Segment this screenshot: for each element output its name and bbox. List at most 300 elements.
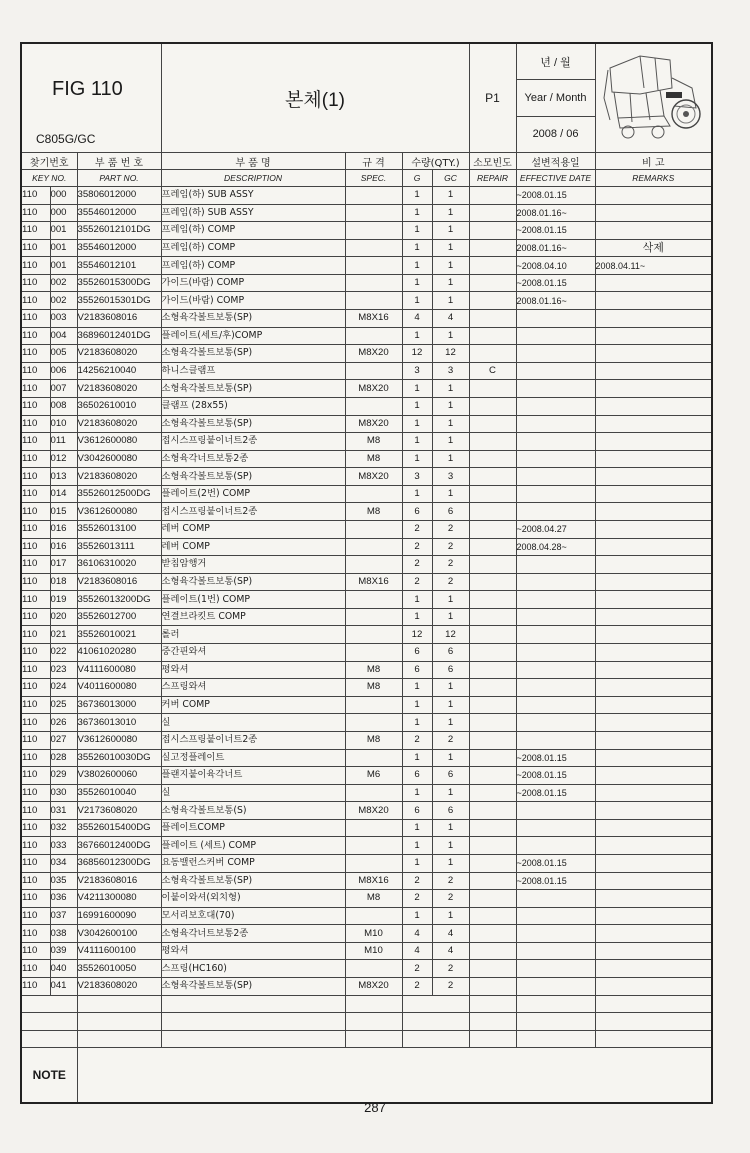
key-prefix-cell: 110 bbox=[21, 485, 50, 503]
spec-cell bbox=[345, 626, 402, 644]
key-prefix-cell: 110 bbox=[21, 749, 50, 767]
description-cell: 프레임(하) COMP bbox=[161, 257, 345, 275]
qty-g-cell: 1 bbox=[402, 696, 432, 714]
description-cell: 플레이트(세트/후)COMP bbox=[161, 327, 345, 345]
description-cell: 소형육각볼트보통(SP) bbox=[161, 310, 345, 328]
spec-cell: M8 bbox=[345, 731, 402, 749]
description-cell: 모서리보호대(70) bbox=[161, 907, 345, 925]
col-eff-en: EFFECTIVE DATE bbox=[516, 170, 595, 187]
key-prefix-cell: 110 bbox=[21, 837, 50, 855]
table-row bbox=[21, 942, 712, 960]
table-row bbox=[21, 556, 712, 574]
blank-cell bbox=[21, 1013, 77, 1031]
key-prefix-cell: 110 bbox=[21, 274, 50, 292]
remarks-cell: 2008.04.11~ bbox=[595, 257, 712, 275]
effective-date-cell: 2008.04.28~ bbox=[516, 538, 595, 556]
qty-g-cell: 2 bbox=[402, 556, 432, 574]
col-rem-en: REMARKS bbox=[595, 170, 712, 187]
description-cell: 가이드(바람) COMP bbox=[161, 292, 345, 310]
key-prefix-cell: 110 bbox=[21, 925, 50, 943]
table-row bbox=[21, 608, 712, 626]
table-row bbox=[21, 573, 712, 591]
spec-cell bbox=[345, 837, 402, 855]
qty-g-cell: 1 bbox=[402, 854, 432, 872]
key-number-cell: 016 bbox=[50, 538, 77, 556]
qty-gc-cell: 6 bbox=[432, 644, 469, 662]
key-prefix-cell: 110 bbox=[21, 468, 50, 486]
spec-cell bbox=[345, 749, 402, 767]
spec-cell: M8X20 bbox=[345, 415, 402, 433]
blank-cell bbox=[595, 995, 712, 1013]
key-prefix-cell: 110 bbox=[21, 292, 50, 310]
blank-row bbox=[21, 995, 712, 1013]
effective-date-cell: ~2008.01.15 bbox=[516, 222, 595, 240]
qty-gc-cell: 6 bbox=[432, 661, 469, 679]
qty-g-cell: 2 bbox=[402, 520, 432, 538]
remarks-cell bbox=[595, 608, 712, 626]
blank-cell bbox=[345, 1030, 402, 1048]
qty-gc-cell: 1 bbox=[432, 696, 469, 714]
spec-cell: M8X20 bbox=[345, 468, 402, 486]
remarks-cell bbox=[595, 468, 712, 486]
effective-date-cell bbox=[516, 433, 595, 451]
spec-cell: M8X16 bbox=[345, 573, 402, 591]
table-row bbox=[21, 327, 712, 345]
qty-g-cell: 3 bbox=[402, 362, 432, 380]
spec-cell: M8X20 bbox=[345, 978, 402, 996]
description-cell: 프레임(하) SUB ASSY bbox=[161, 187, 345, 205]
repair-cell bbox=[469, 187, 516, 205]
spec-cell: M8X16 bbox=[345, 310, 402, 328]
part-number-cell: 35526013111 bbox=[77, 538, 161, 556]
table-row bbox=[21, 661, 712, 679]
qty-gc-cell: 12 bbox=[432, 626, 469, 644]
qty-gc-cell: 1 bbox=[432, 433, 469, 451]
description-cell: 받침암행거 bbox=[161, 556, 345, 574]
part-number-cell: 35526012500DG bbox=[77, 485, 161, 503]
description-cell: 평와셔 bbox=[161, 942, 345, 960]
effective-date-cell: ~2008.01.15 bbox=[516, 854, 595, 872]
table-row bbox=[21, 854, 712, 872]
repair-cell bbox=[469, 890, 516, 908]
spec-cell: M6 bbox=[345, 767, 402, 785]
key-number-cell: 011 bbox=[50, 433, 77, 451]
key-prefix-cell: 110 bbox=[21, 626, 50, 644]
repair-cell bbox=[469, 696, 516, 714]
col-repair-kr: 소모빈도 bbox=[469, 153, 516, 170]
part-number-cell: V2183608020 bbox=[77, 978, 161, 996]
part-number-cell: V3612600080 bbox=[77, 731, 161, 749]
key-number-cell: 023 bbox=[50, 661, 77, 679]
qty-gc-cell: 6 bbox=[432, 802, 469, 820]
table-row bbox=[21, 714, 712, 732]
qty-g-cell: 1 bbox=[402, 450, 432, 468]
table-row bbox=[21, 503, 712, 521]
effective-date-cell bbox=[516, 327, 595, 345]
part-number-cell: 35526010050 bbox=[77, 960, 161, 978]
blank-cell bbox=[516, 995, 595, 1013]
remarks-cell bbox=[595, 222, 712, 240]
part-number-cell: V2183608020 bbox=[77, 345, 161, 363]
part-number-cell: V3042600080 bbox=[77, 450, 161, 468]
repair-cell bbox=[469, 626, 516, 644]
spec-cell bbox=[345, 960, 402, 978]
key-number-cell: 030 bbox=[50, 784, 77, 802]
key-number-cell: 026 bbox=[50, 714, 77, 732]
spec-cell bbox=[345, 485, 402, 503]
spec-cell bbox=[345, 714, 402, 732]
column-header-kr bbox=[21, 153, 712, 170]
spec-cell: M8X20 bbox=[345, 380, 402, 398]
key-number-cell: 032 bbox=[50, 819, 77, 837]
table-row bbox=[21, 767, 712, 785]
qty-g-cell: 1 bbox=[402, 837, 432, 855]
key-number-cell: 000 bbox=[50, 204, 77, 222]
key-prefix-cell: 110 bbox=[21, 696, 50, 714]
description-cell: 소형육각너트보통2종 bbox=[161, 450, 345, 468]
key-prefix-cell: 110 bbox=[21, 187, 50, 205]
qty-g-cell: 2 bbox=[402, 538, 432, 556]
qty-gc-cell: 1 bbox=[432, 450, 469, 468]
blank-cell bbox=[77, 995, 161, 1013]
qty-g-cell: 1 bbox=[402, 292, 432, 310]
key-prefix-cell: 110 bbox=[21, 327, 50, 345]
description-cell: 가이드(바람) COMP bbox=[161, 274, 345, 292]
remarks-cell bbox=[595, 749, 712, 767]
col-eff-kr: 설변적용일 bbox=[516, 153, 595, 170]
key-number-cell: 027 bbox=[50, 731, 77, 749]
key-prefix-cell: 110 bbox=[21, 731, 50, 749]
part-number-cell: V2183608016 bbox=[77, 872, 161, 890]
part-number-cell: 35526010040 bbox=[77, 784, 161, 802]
table-row bbox=[21, 292, 712, 310]
spec-cell bbox=[345, 222, 402, 240]
effective-date-cell bbox=[516, 978, 595, 996]
key-prefix-cell: 110 bbox=[21, 608, 50, 626]
remarks-cell bbox=[595, 362, 712, 380]
key-number-cell: 007 bbox=[50, 380, 77, 398]
qty-g-cell: 1 bbox=[402, 714, 432, 732]
table-row bbox=[21, 204, 712, 222]
description-cell: 요동밸런스커버 COMP bbox=[161, 854, 345, 872]
qty-gc-cell: 1 bbox=[432, 239, 469, 257]
qty-gc-cell: 1 bbox=[432, 679, 469, 697]
table-row bbox=[21, 907, 712, 925]
description-cell: 소형육각볼트보통(SP) bbox=[161, 468, 345, 486]
spec-cell bbox=[345, 608, 402, 626]
qty-gc-cell: 2 bbox=[432, 731, 469, 749]
repair-cell bbox=[469, 397, 516, 415]
table-row bbox=[21, 538, 712, 556]
blank-cell bbox=[77, 1030, 161, 1048]
qty-g-cell: 1 bbox=[402, 819, 432, 837]
key-prefix-cell: 110 bbox=[21, 978, 50, 996]
qty-gc-cell: 1 bbox=[432, 714, 469, 732]
part-number-cell: V4211300080 bbox=[77, 890, 161, 908]
key-prefix-cell: 110 bbox=[21, 784, 50, 802]
key-prefix-cell: 110 bbox=[21, 573, 50, 591]
spec-cell: M10 bbox=[345, 942, 402, 960]
key-prefix-cell: 110 bbox=[21, 907, 50, 925]
key-prefix-cell: 110 bbox=[21, 380, 50, 398]
part-number-cell: V3612600080 bbox=[77, 503, 161, 521]
key-prefix-cell: 110 bbox=[21, 310, 50, 328]
table-row bbox=[21, 415, 712, 433]
table-row bbox=[21, 819, 712, 837]
qty-gc-cell: 1 bbox=[432, 380, 469, 398]
qty-g-cell: 1 bbox=[402, 397, 432, 415]
part-number-cell: 35546012000 bbox=[77, 204, 161, 222]
qty-g-cell: 2 bbox=[402, 978, 432, 996]
effective-date-cell bbox=[516, 907, 595, 925]
description-cell: 소형육각너트보통2종 bbox=[161, 925, 345, 943]
effective-date-cell: ~2008.01.15 bbox=[516, 872, 595, 890]
table-row bbox=[21, 274, 712, 292]
qty-g-cell: 4 bbox=[402, 942, 432, 960]
remarks-cell bbox=[595, 960, 712, 978]
qty-gc-cell: 2 bbox=[432, 872, 469, 890]
key-prefix-cell: 110 bbox=[21, 819, 50, 837]
repair-cell bbox=[469, 907, 516, 925]
part-number-cell: 36766012400DG bbox=[77, 837, 161, 855]
key-prefix-cell: 110 bbox=[21, 257, 50, 275]
repair-cell bbox=[469, 731, 516, 749]
qty-gc-cell: 2 bbox=[432, 573, 469, 591]
table-row bbox=[21, 450, 712, 468]
spec-cell bbox=[345, 696, 402, 714]
qty-g-cell: 6 bbox=[402, 767, 432, 785]
qty-gc-cell: 4 bbox=[432, 942, 469, 960]
qty-g-cell: 12 bbox=[402, 626, 432, 644]
repair-cell bbox=[469, 925, 516, 943]
qty-gc-cell: 4 bbox=[432, 925, 469, 943]
repair-cell bbox=[469, 819, 516, 837]
key-prefix-cell: 110 bbox=[21, 679, 50, 697]
table-row bbox=[21, 222, 712, 240]
part-number-cell: 35546012000 bbox=[77, 239, 161, 257]
header-row bbox=[21, 43, 712, 153]
qty-g-cell: 1 bbox=[402, 433, 432, 451]
remarks-cell bbox=[595, 274, 712, 292]
effective-date-cell bbox=[516, 837, 595, 855]
remarks-cell bbox=[595, 767, 712, 785]
key-prefix-cell: 110 bbox=[21, 415, 50, 433]
qty-g-cell: 1 bbox=[402, 608, 432, 626]
col-key-kr: 찾기번호 bbox=[21, 153, 77, 170]
qty-gc-cell: 1 bbox=[432, 257, 469, 275]
qty-g-cell: 12 bbox=[402, 345, 432, 363]
repair-cell bbox=[469, 837, 516, 855]
repair-cell bbox=[469, 380, 516, 398]
repair-cell bbox=[469, 978, 516, 996]
key-prefix-cell: 110 bbox=[21, 520, 50, 538]
key-number-cell: 031 bbox=[50, 802, 77, 820]
qty-gc-cell: 6 bbox=[432, 767, 469, 785]
qty-g-cell: 1 bbox=[402, 749, 432, 767]
qty-gc-cell: 1 bbox=[432, 415, 469, 433]
remarks-cell bbox=[595, 556, 712, 574]
table-row bbox=[21, 679, 712, 697]
qty-gc-cell: 12 bbox=[432, 345, 469, 363]
repair-cell bbox=[469, 661, 516, 679]
qty-g-cell: 1 bbox=[402, 784, 432, 802]
repair-cell bbox=[469, 204, 516, 222]
table-row bbox=[21, 644, 712, 662]
effective-date-cell bbox=[516, 573, 595, 591]
effective-date-cell bbox=[516, 415, 595, 433]
key-number-cell: 001 bbox=[50, 239, 77, 257]
part-number-cell: V3802600060 bbox=[77, 767, 161, 785]
part-number-cell: 36736013010 bbox=[77, 714, 161, 732]
description-cell: 실 bbox=[161, 784, 345, 802]
part-number-cell: 35526012700 bbox=[77, 608, 161, 626]
part-number-cell: 35806012000 bbox=[77, 187, 161, 205]
col-part-kr: 부 품 번 호 bbox=[77, 153, 161, 170]
col-spec-kr: 규 격 bbox=[345, 153, 402, 170]
spec-cell: M10 bbox=[345, 925, 402, 943]
table-row bbox=[21, 433, 712, 451]
blank-cell bbox=[161, 995, 345, 1013]
table-row bbox=[21, 749, 712, 767]
effective-date-cell bbox=[516, 661, 595, 679]
parts-table bbox=[20, 42, 713, 1104]
part-number-cell: V2173608020 bbox=[77, 802, 161, 820]
thumbnail-cell bbox=[595, 43, 712, 153]
table-row bbox=[21, 397, 712, 415]
qty-gc-cell: 1 bbox=[432, 292, 469, 310]
remarks-cell bbox=[595, 204, 712, 222]
key-number-cell: 034 bbox=[50, 854, 77, 872]
description-cell: 소형육각볼트보통(S) bbox=[161, 802, 345, 820]
qty-gc-cell: 1 bbox=[432, 274, 469, 292]
remarks-cell bbox=[595, 397, 712, 415]
key-number-cell: 020 bbox=[50, 608, 77, 626]
remarks-cell bbox=[595, 802, 712, 820]
effective-date-cell bbox=[516, 345, 595, 363]
key-number-cell: 021 bbox=[50, 626, 77, 644]
qty-g-cell: 6 bbox=[402, 802, 432, 820]
table-row bbox=[21, 890, 712, 908]
qty-gc-cell: 2 bbox=[432, 978, 469, 996]
qty-g-cell: 1 bbox=[402, 274, 432, 292]
key-number-cell: 015 bbox=[50, 503, 77, 521]
col-key-en: KEY NO. bbox=[21, 170, 77, 187]
remarks-cell bbox=[595, 520, 712, 538]
effective-date-cell: ~2008.01.15 bbox=[516, 749, 595, 767]
note-label: NOTE bbox=[21, 1048, 77, 1104]
qty-gc-cell: 1 bbox=[432, 222, 469, 240]
repair-cell bbox=[469, 415, 516, 433]
spec-cell bbox=[345, 591, 402, 609]
qty-gc-cell: 2 bbox=[432, 556, 469, 574]
key-number-cell: 029 bbox=[50, 767, 77, 785]
part-number-cell: 36856012300DG bbox=[77, 854, 161, 872]
effective-date-cell bbox=[516, 644, 595, 662]
qty-gc-cell: 6 bbox=[432, 503, 469, 521]
part-number-cell: V3042600100 bbox=[77, 925, 161, 943]
col-qty-gc: GC bbox=[432, 170, 469, 187]
remarks-cell bbox=[595, 538, 712, 556]
year-month-en: Year / Month bbox=[517, 80, 595, 116]
part-number-cell: 35526013100 bbox=[77, 520, 161, 538]
blank-cell bbox=[345, 1013, 402, 1031]
remarks-cell bbox=[595, 819, 712, 837]
table-row bbox=[21, 485, 712, 503]
part-number-cell: 35526013200DG bbox=[77, 591, 161, 609]
effective-date-cell bbox=[516, 380, 595, 398]
repair-cell bbox=[469, 327, 516, 345]
qty-g-cell: 1 bbox=[402, 257, 432, 275]
qty-gc-cell: 1 bbox=[432, 327, 469, 345]
remarks-cell bbox=[595, 327, 712, 345]
spec-cell: M8 bbox=[345, 661, 402, 679]
remarks-cell bbox=[595, 679, 712, 697]
description-cell: 접시스프링붙이너트2종 bbox=[161, 433, 345, 451]
part-number-cell: V2183608020 bbox=[77, 468, 161, 486]
qty-g-cell: 2 bbox=[402, 731, 432, 749]
key-prefix-cell: 110 bbox=[21, 538, 50, 556]
spec-cell bbox=[345, 362, 402, 380]
part-number-cell: V2183608020 bbox=[77, 380, 161, 398]
key-prefix-cell: 110 bbox=[21, 503, 50, 521]
description-cell: 소형육각볼트보통(SP) bbox=[161, 345, 345, 363]
blank-cell bbox=[21, 995, 77, 1013]
spec-cell bbox=[345, 187, 402, 205]
description-cell: 스프링와셔 bbox=[161, 679, 345, 697]
description-cell: 레버 COMP bbox=[161, 538, 345, 556]
col-desc-kr: 부 품 명 bbox=[161, 153, 345, 170]
table-row bbox=[21, 310, 712, 328]
repair-cell bbox=[469, 854, 516, 872]
part-number-cell: V4011600080 bbox=[77, 679, 161, 697]
effective-date-cell: ~2008.01.15 bbox=[516, 784, 595, 802]
blank-cell bbox=[469, 1013, 516, 1031]
part-number-cell: V2183608016 bbox=[77, 573, 161, 591]
key-number-cell: 025 bbox=[50, 696, 77, 714]
spec-cell: M8 bbox=[345, 450, 402, 468]
spec-cell bbox=[345, 327, 402, 345]
table-row bbox=[21, 784, 712, 802]
effective-date-cell bbox=[516, 556, 595, 574]
part-number-cell: 35526010030DG bbox=[77, 749, 161, 767]
repair-cell bbox=[469, 556, 516, 574]
blank-cell bbox=[161, 1013, 345, 1031]
page-title: 본체(1) bbox=[161, 43, 469, 153]
spec-cell bbox=[345, 397, 402, 415]
description-cell: 플랜지붙이육각너트 bbox=[161, 767, 345, 785]
year-month-kr: 년 / 월 bbox=[517, 44, 595, 80]
spec-cell bbox=[345, 907, 402, 925]
repair-cell bbox=[469, 591, 516, 609]
key-number-cell: 003 bbox=[50, 310, 77, 328]
key-prefix-cell: 110 bbox=[21, 204, 50, 222]
key-number-cell: 004 bbox=[50, 327, 77, 345]
key-number-cell: 005 bbox=[50, 345, 77, 363]
remarks-cell bbox=[595, 644, 712, 662]
effective-date-cell: ~2008.01.15 bbox=[516, 187, 595, 205]
qty-gc-cell: 3 bbox=[432, 468, 469, 486]
key-number-cell: 038 bbox=[50, 925, 77, 943]
remarks-cell bbox=[595, 573, 712, 591]
remarks-cell bbox=[595, 890, 712, 908]
remarks-cell: 삭제 bbox=[595, 239, 712, 257]
part-number-cell: 41061020280 bbox=[77, 644, 161, 662]
description-cell: 플레이트(1번) COMP bbox=[161, 591, 345, 609]
machine-illustration-icon bbox=[600, 48, 706, 144]
spec-cell bbox=[345, 274, 402, 292]
qty-g-cell: 6 bbox=[402, 503, 432, 521]
description-cell: 중간핀와셔 bbox=[161, 644, 345, 662]
